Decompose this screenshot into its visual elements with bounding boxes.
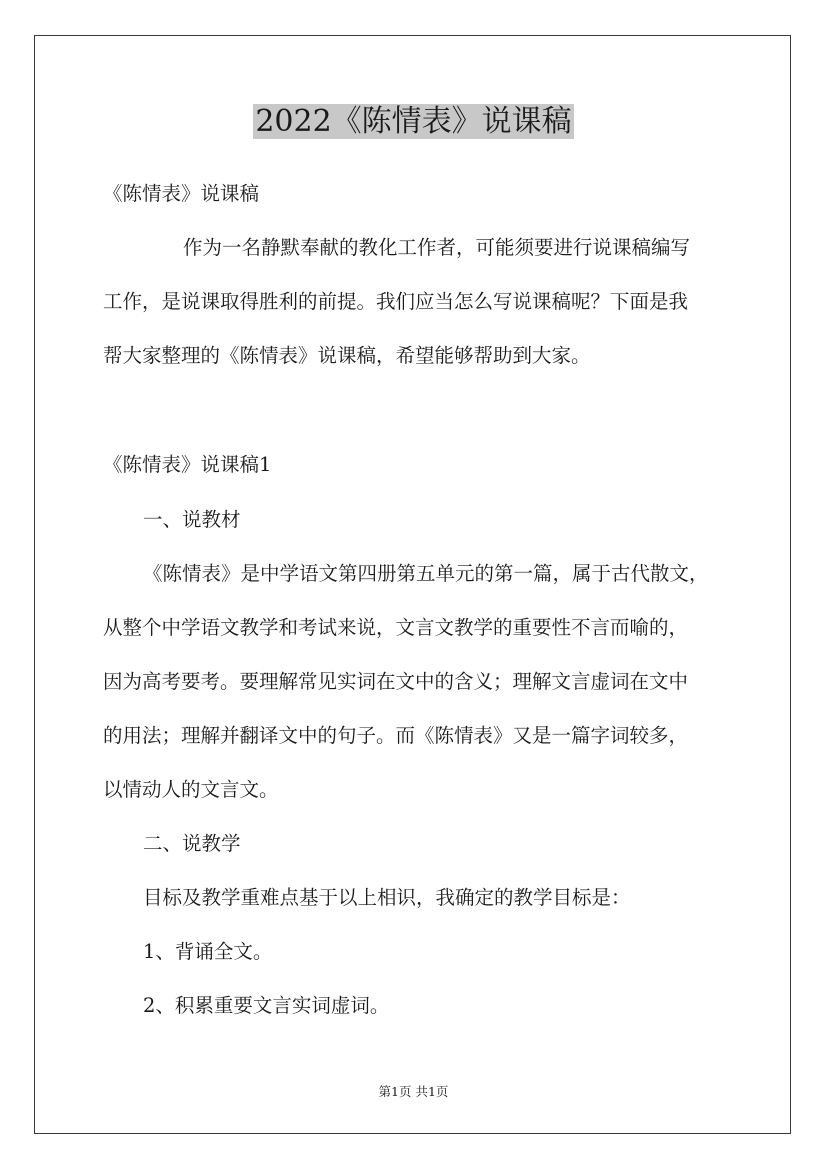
document-title: 2022《陈情表》说课稿 <box>255 104 572 139</box>
page-number: 第1页 共1页 <box>378 1084 449 1099</box>
intro-line-1: 作为一名静默奉献的教化工作者，可能须要进行说课稿编写 <box>183 236 691 259</box>
part1-line-1: 《陈情表》是中学语文第四册第五单元的第一篇，属于古代散文， <box>143 562 709 585</box>
part1-line-5: 以情动人的文言文。 <box>103 778 279 801</box>
intro-line-2: 工作，是说课取得胜利的前提。我们应当怎么写说课稿呢？下面是我 <box>103 290 689 313</box>
part2-line-3: 2、积累重要文言实词虚词。 <box>143 994 390 1017</box>
part2-line-2: 1、背诵全文。 <box>143 940 273 963</box>
document-subtitle: 《陈情表》说课稿 <box>103 182 260 205</box>
intro-line-3: 帮大家整理的《陈情表》说课稿，希望能够帮助到大家。 <box>103 344 591 367</box>
part2-line-1: 目标及教学重难点基于以上相识，我确定的教学目标是： <box>143 886 631 909</box>
part1-line-4: 的用法；理解并翻译文中的句子。而《陈情表》又是一篇字词较多， <box>103 724 689 747</box>
part1-heading: 一、说教材 <box>143 508 241 531</box>
part1-line-3: 因为高考要考。要理解常见实词在文中的含义；理解文言虚词在文中 <box>103 670 689 693</box>
part1-line-2: 从整个中学语文教学和考试来说，文言文教学的重要性不言而喻的， <box>103 616 689 639</box>
section-title: 《陈情表》说课稿1 <box>103 453 272 476</box>
part2-heading: 二、说教学 <box>143 832 241 855</box>
